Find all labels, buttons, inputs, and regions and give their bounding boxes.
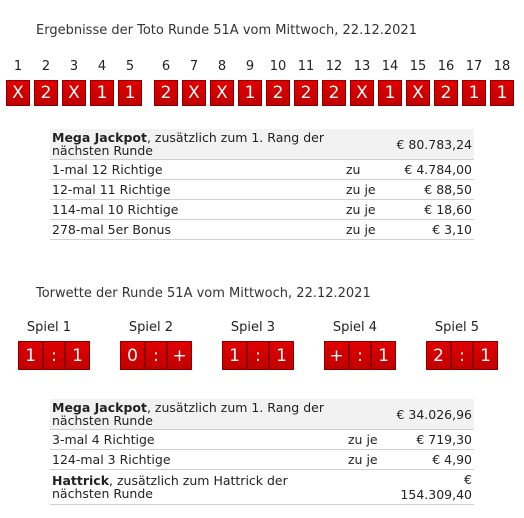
score-separator: : [247,341,269,370]
toto-game-number: 6 [161,59,171,74]
torwette-heading: Torwette der Runde 51A vom Mittwoch, 22.12.2021 [36,286,371,301]
result-row [50,450,474,470]
toto-heading: Ergebnisse der Toto Runde 51A vom Mittwoch, 22.12.2021 [36,23,417,38]
result-label: 12-mal 11 Richtige [50,180,344,200]
result-multiplier: zu [344,160,390,180]
result-multiplier [346,470,392,505]
score-separator: : [43,341,65,370]
toto-tip-box: 2 [266,80,290,106]
torwette-game-label: Spiel 1 [26,320,72,335]
toto-tip-box: X [210,80,234,106]
score-away: 1 [371,341,396,370]
toto-tip-box: X [62,80,86,106]
result-label: 114-mal 10 Richtige [50,200,344,220]
torwette-game-label: Spiel 3 [230,320,276,335]
result-row [50,160,474,180]
toto-tip-box: 2 [294,80,318,106]
result-multiplier: zu je [344,180,390,200]
result-multiplier: zu je [346,450,392,470]
toto-tip-box: X [406,80,430,106]
result-amount: € 34.026,96 [392,399,474,430]
score-away: 1 [65,341,90,370]
result-amount: € 18,60 [390,200,474,220]
result-amount: € 88,50 [390,180,474,200]
result-label: 124-mal 3 Richtige [50,450,346,470]
result-label: Hattrick, zusätzlich zum Hattrick der nächsten Runde [50,470,346,505]
result-multiplier: zu je [344,200,390,220]
result-row [50,129,474,160]
torwette-score [120,341,192,371]
result-amount: € 154.309,40 [392,470,474,505]
toto-game-number: 2 [41,59,51,74]
result-multiplier [346,399,392,430]
torwette-score [18,341,90,371]
toto-tip-box: 1 [462,80,486,106]
toto-game-number: 9 [245,59,255,74]
torwette-score [222,341,294,371]
score-home: 0 [120,341,145,370]
result-multiplier: zu je [346,430,392,450]
toto-game-number: 8 [217,59,227,74]
result-label: 1-mal 12 Richtige [50,160,344,180]
result-row [50,399,474,430]
toto-game-number: 11 [297,59,315,74]
toto-game-numbers [6,59,518,75]
result-amount: € 3,10 [390,220,474,240]
torwette-game-label: Spiel 2 [128,320,174,335]
toto-tip-box: 2 [34,80,58,106]
score-home: 2 [426,341,451,370]
toto-game-number: 7 [189,59,199,74]
result-label: Mega Jackpot, zusätzlich zum 1. Rang der nächsten Runde [50,129,344,160]
torwette-game-label: Spiel 4 [332,320,378,335]
toto-game-number: 17 [465,59,483,74]
toto-tip-box: X [182,80,206,106]
score-away: + [167,341,192,370]
torwette-game-label: Spiel 5 [434,320,480,335]
result-label: 3-mal 4 Richtige [50,430,346,450]
toto-tip-row [6,80,518,108]
toto-tip-box: X [350,80,374,106]
toto-game-number: 12 [325,59,343,74]
score-separator: : [349,341,371,370]
toto-tip-box: 1 [118,80,142,106]
score-home: + [324,341,349,370]
result-amount: € 719,30 [392,430,474,450]
score-home: 1 [222,341,247,370]
result-label-bold: Mega Jackpot [52,400,147,415]
score-away: 1 [473,341,498,370]
toto-tip-box: 1 [378,80,402,106]
score-separator: : [145,341,167,370]
toto-game-number: 10 [269,59,287,74]
toto-tip-box: 1 [490,80,514,106]
toto-game-number: 15 [409,59,427,74]
torwette-score [324,341,396,371]
result-row [50,200,474,220]
toto-game-number: 3 [69,59,79,74]
result-multiplier [344,129,390,160]
toto-game-number: 1 [13,59,23,74]
torwette-results-table [50,399,474,505]
result-label: Mega Jackpot, zusätzlich zum 1. Rang der nächsten Runde [50,399,346,430]
result-row [50,180,474,200]
toto-tip-box: 2 [322,80,346,106]
score-home: 1 [18,341,43,370]
toto-tip-box: X [6,80,30,106]
toto-game-number: 18 [493,59,511,74]
toto-game-number: 14 [381,59,399,74]
result-row [50,470,474,505]
score-away: 1 [269,341,294,370]
toto-tip-box: 1 [238,80,262,106]
score-separator: : [451,341,473,370]
result-label-bold: Hattrick [52,473,110,488]
toto-game-number: 13 [353,59,371,74]
toto-results-table [50,129,474,240]
toto-tip-box: 1 [90,80,114,106]
toto-game-number: 16 [437,59,455,74]
result-label-bold: Mega Jackpot [52,130,147,145]
toto-game-number: 4 [97,59,107,74]
toto-game-number: 5 [125,59,135,74]
torwette-score [426,341,498,371]
result-multiplier: zu je [344,220,390,240]
result-amount: € 4.784,00 [390,160,474,180]
result-amount: € 80.783,24 [390,129,474,160]
result-row [50,430,474,450]
toto-tip-box: 2 [154,80,178,106]
result-row [50,220,474,240]
toto-tip-box: 2 [434,80,458,106]
result-label: 278-mal 5er Bonus [50,220,344,240]
result-amount: € 4,90 [392,450,474,470]
